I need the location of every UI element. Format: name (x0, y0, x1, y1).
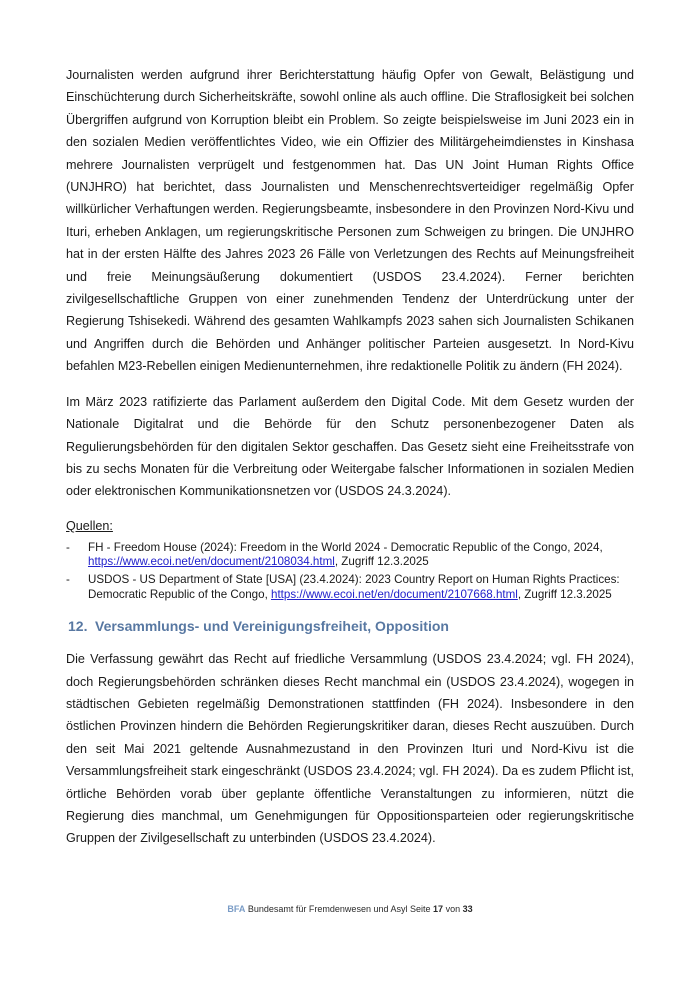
footer-page-current: 17 (433, 904, 444, 914)
section-title: Versammlungs- und Vereinigungsfreiheit, Opposition (95, 618, 449, 635)
footer-page-label: Seite (410, 904, 431, 914)
list-dash-marker: - (66, 572, 70, 586)
bfa-logo: BFA (227, 904, 246, 914)
list-dash-marker: - (66, 540, 70, 554)
footer-page-separator: von (445, 904, 461, 914)
source-link[interactable]: https://www.ecoi.net/en/document/2107668.html (271, 587, 518, 601)
sources-list (66, 541, 634, 602)
source-access-date: , Zugriff 12.3.2025 (334, 555, 429, 569)
paragraph-assembly-freedom: Die Verfassung gewährt das Recht auf friedliche Versammlung (USDOS 23.4.2024; vgl. FH 2024), doch Regierungsbehörden schränken dieses Recht manchmal ein (USDOS 23.4.2024), wogegen in städtischen Gebieten regelmäßig Demonstrationen stattfinden (FH 2024). Insbesondere in den östlichen Provinzen hindern die Behörden Regierungskritiker daran, dieses Recht auszuüben. Durch den seit Mai 2021 geltende Ausnahmezustand in den Provinzen Ituri und Nord-Kivu ist die Versammlungsfreiheit stark eingeschränkt (USDOS 23.4.2024; vgl. FH 2024). Da es zudem Pflicht ist, örtliche Behörden vorab über geplante öffentliche Veranstaltungen zu informieren, nützt die Regierung dies manchmal, um Genehmigungen für Oppositionsparteien oder regierungskritische Gruppen der Zivilgesellschaft zu unterbinden (USDOS 23.4.2024). (66, 652, 634, 846)
footer-page-total: 33 (462, 904, 473, 914)
source-item (66, 541, 634, 570)
section-number: 12. (68, 618, 88, 635)
sources-label: Quellen: (66, 518, 113, 533)
paragraph-digital-code: Im März 2023 ratifizierte das Parlament außerdem den Digital Code. Mit dem Gesetz wurden der Nationale Digitalrat und die Behörde für den Schutz personenbezogener Daten als Regulierungsbehörden für den digitalen Sektor geschaffen. Das Gesetz sieht eine Freiheitsstrafe von bis zu sechs Monaten für die Verbreitung oder Weitergabe falscher Informationen in sozialen Medien oder elektronischen Kommunikationsnetzen vor (USDOS 24.3.2024). (66, 394, 634, 499)
source-link[interactable]: https://www.ecoi.net/en/document/2108034.html (88, 555, 335, 569)
source-citation-text: USDOS - US Department of State [USA] (23.4.2024): 2023 Country Report on Human Rights Practices: Democratic Republic of the Congo, (88, 572, 620, 601)
source-item (66, 573, 634, 602)
footer-department: Bundesamt für Fremdenwesen und Asyl (247, 904, 408, 914)
page-footer (0, 903, 700, 915)
page-content (66, 64, 634, 863)
source-access-date: , Zugriff 12.3.2025 (517, 587, 612, 601)
source-citation-text: FH - Freedom House (2024): Freedom in the World 2024 - Democratic Republic of the Congo, 2024, (88, 540, 603, 554)
paragraph-journalists: Journalisten werden aufgrund ihrer Berichterstattung häufig Opfer von Gewalt, Belästigung und Einschüchterung durch Sicherheitskräfte, sowohl online als auch offline. Die Straflosigkeit bei solchen Übergriffen aufgrund von Korruption bleibt ein Problem. So zeigte beispielsweise im Juni 2023 ein in den sozialen Medien veröffentlichtes Video, wie ein Offizier des Militärgeheimdienstes in Kinshasa mehrere Journalisten verprügelt und festgenommen hat. Das UN Joint Human Rights Office (UNJHRO) hat berichtet, dass Journalisten und Menschenrechtsverteidiger regelmäßig Opfer willkürlicher Verhaftungen werden. Regierungsbeamte, insbesondere in den Provinzen Nord-Kivu und Ituri, erheben Anklagen, um regierungskritische Personen zum Schweigen zu bringen. Die UNJHRO hat in der ersten Hälfte des Jahres 2023 26 Fälle von Verletzungen des Rechts auf Meinungsfreiheit und freie Meinungsäußerung dokumentiert (USDOS 23.4.2024). Ferner berichten zivilgesellschaftliche Gruppen von einer zunehmenden Tendenz der Unterdrückung unter der Regierung Tshisekedi. Während des gesamten Wahlkampfs 2023 sahen sich Journalisten Schikanen und Angriffen durch die Behörden und Anhänger politischer Parteien ausgesetzt. In Nord-Kivu befahlen M23-Rebellen einigen Medienunternehmen, ihre redaktionelle Politik zu ändern (FH 2024). (66, 68, 634, 374)
section-heading (66, 617, 634, 635)
